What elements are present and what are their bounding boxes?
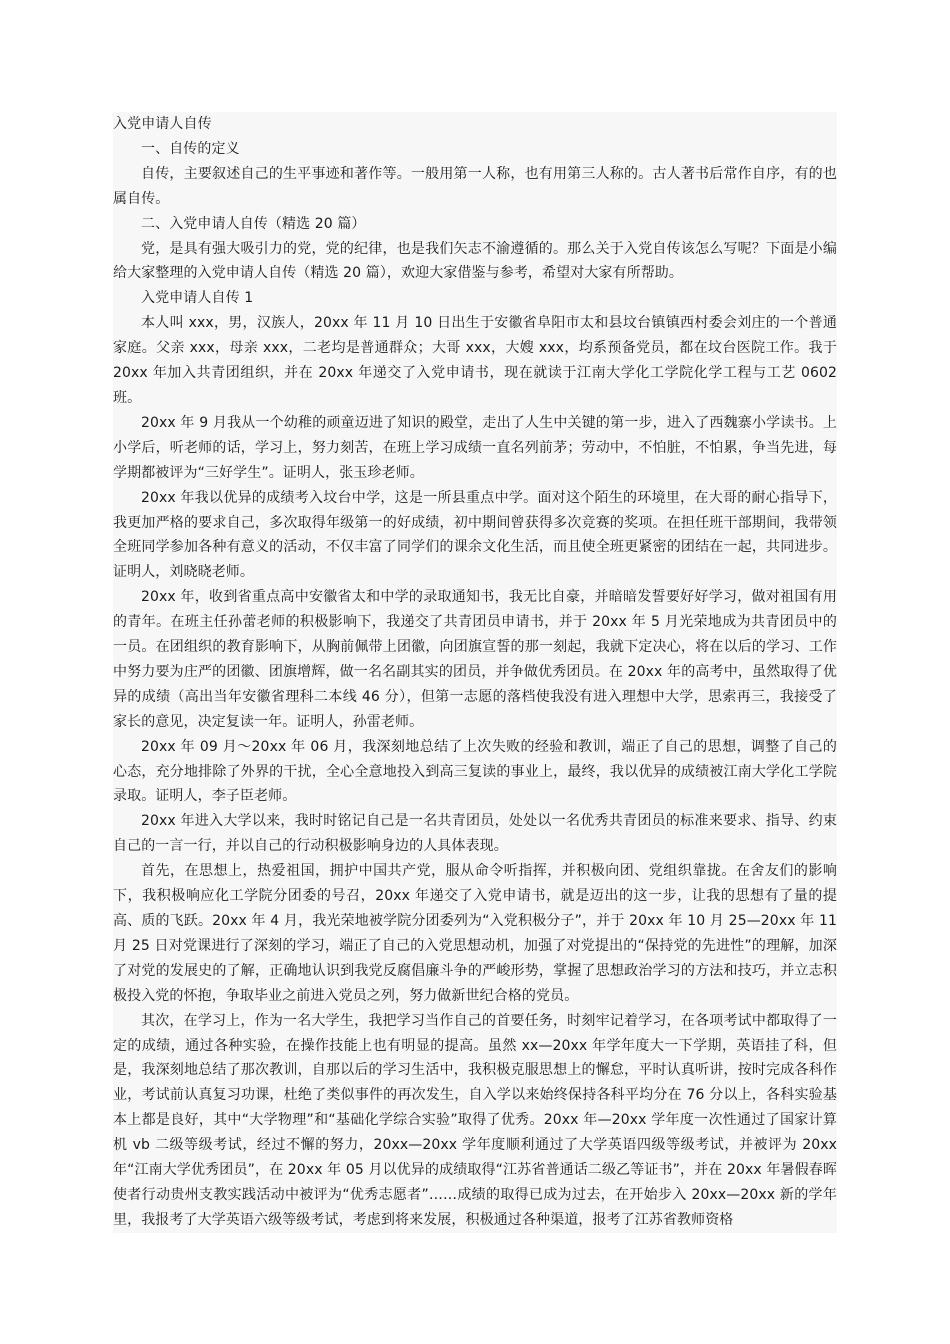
paragraph-primary-school: 20xx 年 9 月我从一个幼稚的顽童迈进了知识的殿堂，走出了人生中关键的第一步，进入了西魏寨小学读书。上小学后，听老师的话，学习上，努力刻苦，在班上学习成绩一直名列前茅；劳动中，不怕脏，不怕累，争当先进，每学期都被评为“三好学生”。证明人，张玉珍老师。 xyxy=(113,411,837,486)
heading-selected-20: 二、入党申请人自传（精选 20 篇） xyxy=(113,212,837,237)
paragraph-study: 其次，在学习上，作为一名大学生，我把学习当作自己的首要任务，时刻牢记着学习，在各项考试中都取得了一定的成绩，通过各种实验，在操作技能上也有明显的提高。虽然 xx—20xx 年学年度大一下学期，英语挂了科，但是，我深刻地总结了那次教训，自那以后的学习生活中，我积极克服思想上的懈怠，平时认真听讲，按时完成各科作业，考试前认真复习功课，杜绝了类似事件的再次发生，自入学以来始终保持各科平均分在 76 分以上，各科实验基本上都是良好，其中“大学物理”和“基础化学综合实验”取得了优秀。20xx 年—20xx 学年度一次性通过了国家计算机 vb 二级等级考试，经过不懈的努力，20xx—20xx 学年度顺利通过了大学英语四级等级考试，并被评为 20xx 年“江南大学优秀团员”，在 20xx 年 05 月以优异的成绩取得“江苏省普通话二级乙等证书”，并在 20xx 年暑假春晖使者行动贵州支教实践活动中被评为“优秀志愿者”……成绩的取得已成为过去，在开始步入 20xx—20xx 新的学年里，我报考了大学英语六级等级考试，考虑到将来发展，积极通过各种渠道，报考了江苏省教师资格 xyxy=(113,1009,837,1233)
heading-autobiography-1: 入党申请人自传 1 xyxy=(113,286,837,311)
paragraph-middle-school: 20xx 年我以优异的成绩考入坟台中学，这是一所县重点中学。面对这个陌生的环境里，在大哥的耐心指导下，我更加严格的要求自己，多次取得年级第一的好成绩，初中期间曾获得多次竞赛的奖项。在担任班干部期间，我带领全班同学参加各种有意义的活动，不仅丰富了同学们的课余文化生活，而且使全班更紧密的团结在一起，共同进步。证明人，刘晓晓老师。 xyxy=(113,486,837,586)
paragraph-ideology: 首先，在思想上，热爱祖国，拥护中国共产党，服从命令听指挥，并积极向团、党组织靠拢。在舍友们的影响下，我积极响应化工学院分团委的号召，20xx 年递交了入党申请书，就是迈出的这一步，让我的思想有了量的提高、质的飞跃。20xx 年 4 月，我光荣地被学院分团委列为“入党积极分子”，并于 20xx 年 10 月 25—20xx 年 11 月 25 日对党课进行了深刻的学习，端正了自己的入党思想动机，加强了对党提出的“保持党的先进性”的理解，加深了对党的发展史的了解，正确地认识到我党反腐倡廉斗争的严峻形势，掌握了思想政治学习的方法和技巧，并立志积极投入党的怀抱，争取毕业之前进入党员之列，努力做新世纪合格的党员。 xyxy=(113,859,837,1008)
document-title: 入党申请人自传 xyxy=(113,112,837,137)
paragraph-definition: 自传，主要叙述自己的生平事迹和著作等。一般用第一人称，也有用第三人称的。古人著书后常作自序，有的也属自传。 xyxy=(113,162,837,212)
paragraph-high-school: 20xx 年，收到省重点高中安徽省太和中学的录取通知书，我无比自豪，并暗暗发誓要好好学习，做对祖国有用的青年。在班主任孙蕾老师的积极影响下，我递交了共青团员申请书，并于 20xx 年 5 月光荣地成为共青团员中的一员。在团组织的教育影响下，从胸前佩带上团徽，向团旗宣誓的那一刻起，我就下定决心，将在以后的学习、工作中努力要为庄严的团徽、团旗增辉，做一名名副其实的团员，并争做优秀团员。在 20xx 年的高考中，虽然取得了优异的成绩（高出当年安徽省理科二本线 46 分），但第一志愿的落档使我没有进入理想中大学，思索再三，我接受了家长的意见，决定复读一年。证明人，孙雷老师。 xyxy=(113,585,837,734)
document-body xyxy=(113,112,837,1233)
paragraph-university: 20xx 年进入大学以来，我时时铭记自己是一名共青团员，处处以一名优秀共青团员的标准来要求、指导、约束自己的一言一行，并以自己的行动积极影响身边的人具体表现。 xyxy=(113,809,837,859)
paragraph-intro: 党，是具有强大吸引力的党，党的纪律，也是我们矢志不渝遵循的。那么关于入党自传该怎么写呢？下面是小编给大家整理的入党申请人自传（精选 20 篇），欢迎大家借鉴与参考，希望对大家有所帮助。 xyxy=(113,237,837,287)
paragraph-repeat-year: 20xx 年 09 月～20xx 年 06 月，我深刻地总结了上次失败的经验和教训，端正了自己的思想，调整了自己的心态，充分地排除了外界的干扰，全心全意地投入到高三复读的事业上，最终，我以优异的成绩被江南大学化工学院录取。证明人，李子臣老师。 xyxy=(113,735,837,810)
paragraph-family: 本人叫 xxx，男，汉族人，20xx 年 11 月 10 日出生于安徽省阜阳市太和县坟台镇镇西村委会刘庄的一个普通家庭。父亲 xxx，母亲 xxx，二老均是普通群众；大哥 xxx，大嫂 xxx，均系预备党员，都在坟台医院工作。我于 20xx 年加入共青团组织，并在 20xx 年递交了入党申请书，现在就读于江南大学化工学院化学工程与工艺 0602 班。 xyxy=(113,311,837,411)
heading-autobiography-definition: 一、自传的定义 xyxy=(113,137,837,162)
